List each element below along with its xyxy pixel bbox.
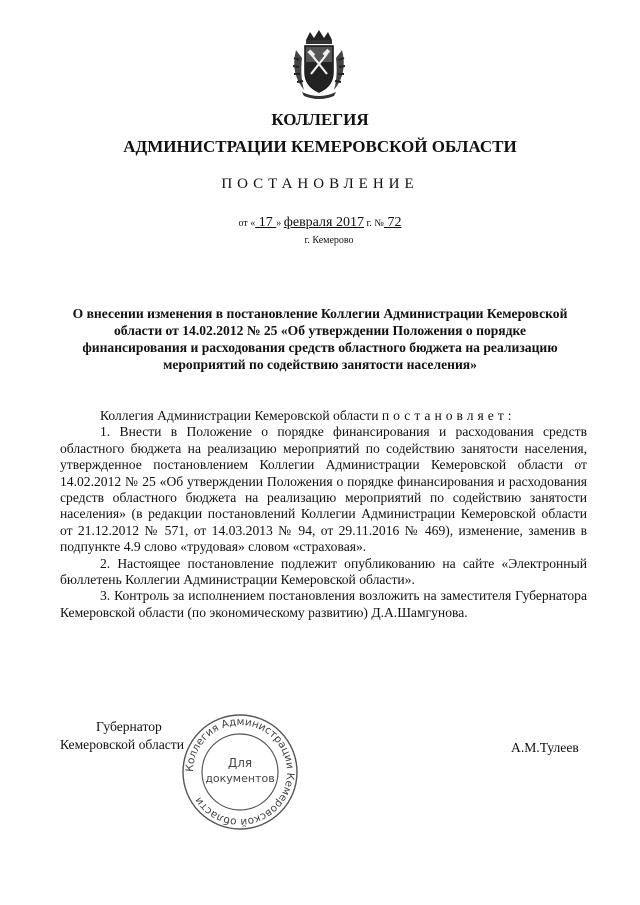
date-year-suffix: г. № [363,218,384,229]
document-number: 72 [383,215,402,230]
date-mid: » [276,218,284,229]
paragraph-3: 3. Контроль за исполнением постановления возложить на заместителя Губернатора Кемеровской области (по экономическому развитию) Д.А.Шамгунова. [60,588,587,620]
signatory-title-line1: Губернатор [96,719,162,734]
date-number-line [0,215,640,231]
date-prefix: от « [238,218,256,229]
document-body [60,408,587,621]
intro-paragraph [60,408,587,424]
signatory-title [60,718,184,754]
organization-name-line1: КОЛЛЕГИЯ [271,110,369,129]
signatory-name: А.М.Тулеев [511,740,579,755]
document-subject: О внесении изменения в постановление Коллегии Администрации Кемеровской области от 14.02.2012 № 25 «Об утверждении Положения о порядке финансирования и расходования средств областного бюджета на реализацию мероприятий по содействию занятости населения» [72,306,568,372]
paragraph-1: 1. Внести в Положение о порядке финансирования и расходования средств областного бюджета на реализацию мероприятий по содействию занятости населения, утвержденное постановлением Коллегии Администрации Кемеровской области от 14.02.2012 № 25 «Об утверждении Положения о порядке финансирования и расходования средств областного бюджета на реализацию мероприятий по содействию занятости населения» (в редакции постановлений Коллегии Администрации Кемеровской области от 21.12.2012 № 571, от 14.03.2013 № 94, от 29.11.2016 № 469), изменение, заменив в подпункте 4.9 слово «трудовая» словом «страховая». [60,424,587,555]
date-month-year: февраля 2017 [283,215,364,230]
city: г. Кемерово [304,235,354,246]
organization-name-line2: АДМИНИСТРАЦИИ КЕМЕРОВСКОЙ ОБЛАСТИ [123,137,517,156]
paragraph-2: 2. Настоящее постановление подлежит опубликованию на сайте «Электронный бюллетень Коллегии Администрации Кемеровской области». [60,555,587,588]
signatory-title-line2: Кемеровской области [60,737,185,752]
document-type: ПОСТАНОВЛЕНИЕ [221,176,419,192]
coat-of-arms-icon [288,28,350,100]
intro-verb: постановляет: [381,408,516,423]
date-day: 17 [255,215,277,230]
stamp-center-line1: Для [227,756,253,770]
official-stamp [180,712,300,832]
intro-text: Коллегия Администрации Кемеровской области [100,408,382,423]
stamp-ring-text: Коллегия Администрации Кемеровской области [183,715,297,829]
stamp-center-line2: документов [205,772,275,785]
